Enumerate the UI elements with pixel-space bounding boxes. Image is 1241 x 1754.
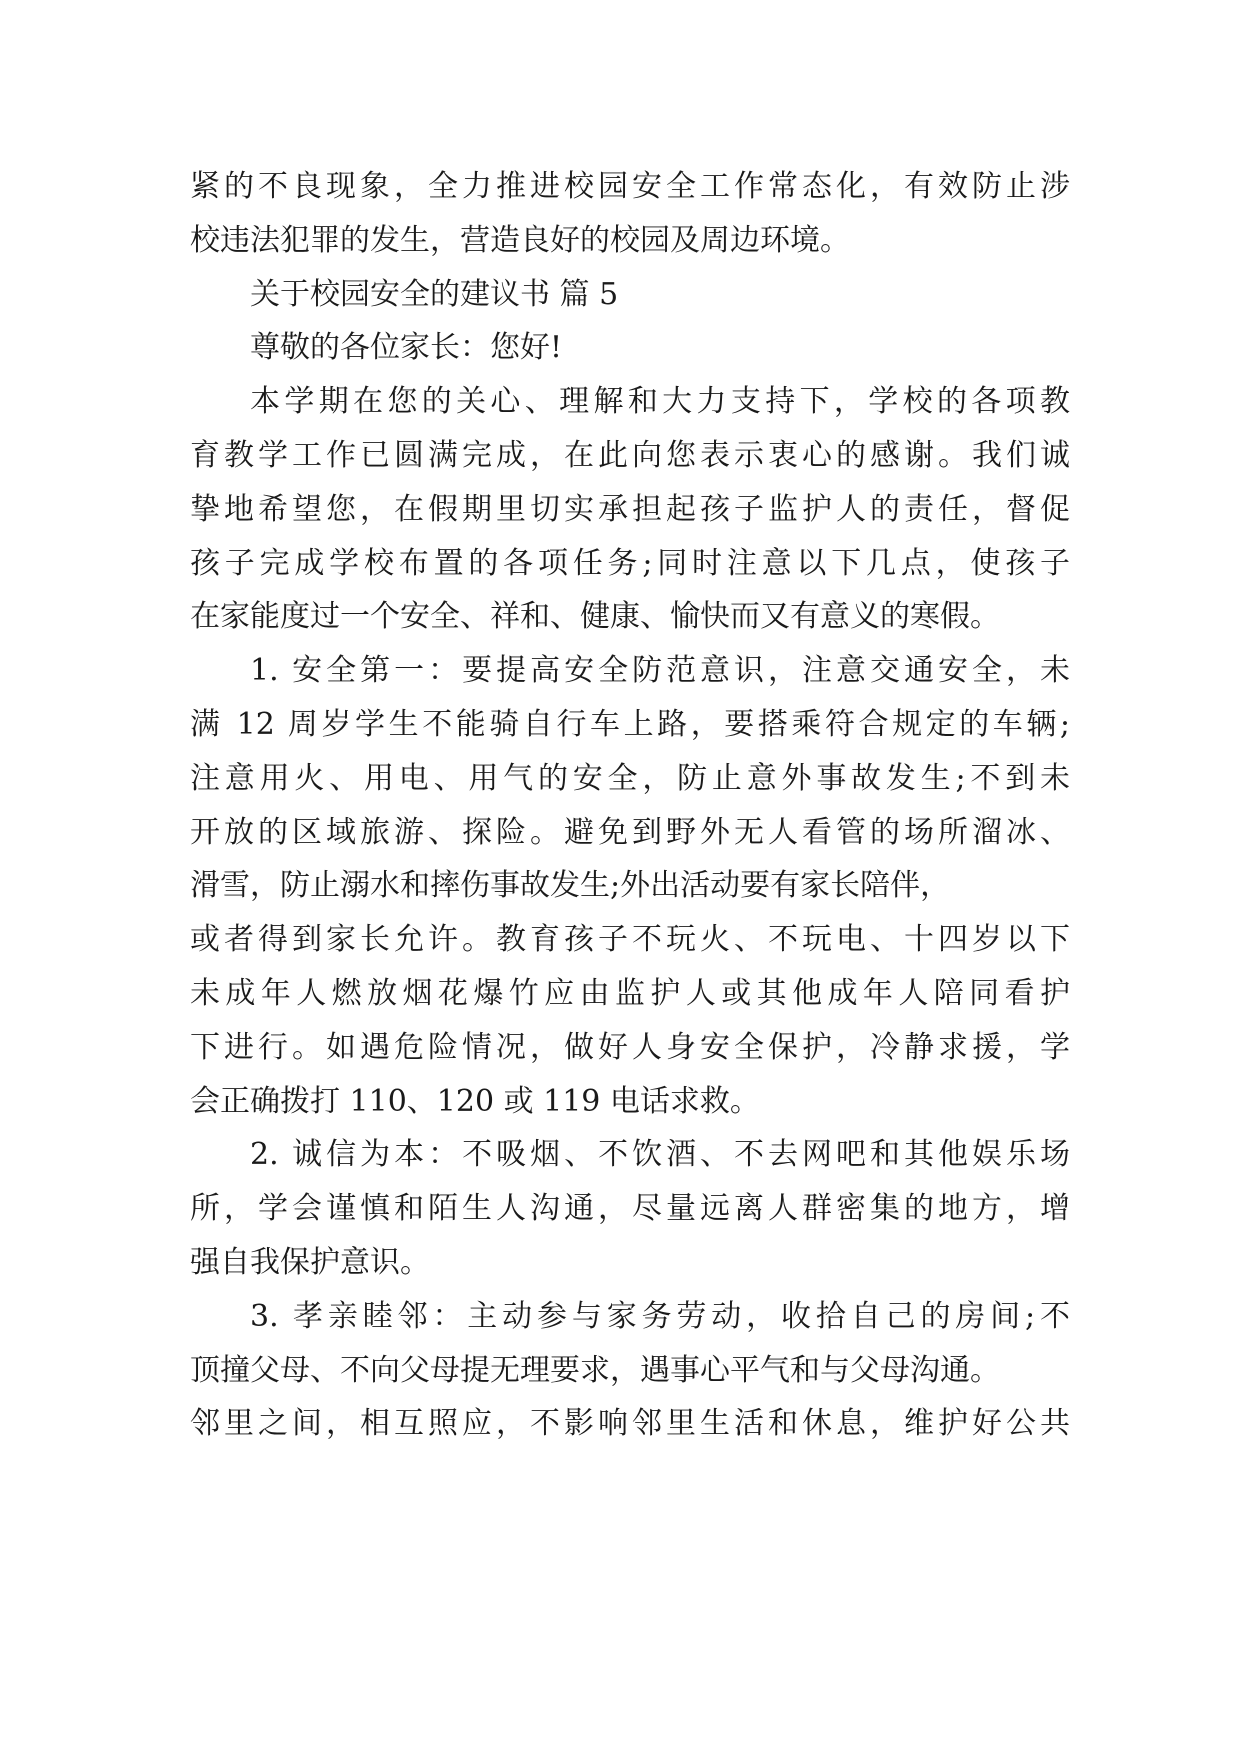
list-item-line: 会正确拨打 110、120 或 119 电话求救。 — [190, 1083, 760, 1119]
list-item-line: 滑雪，防止溺水和摔伤事故发生;外出活动要有家长陪伴， — [190, 868, 951, 904]
paragraph-line: 紧的不良现象，全力推进校园安全工作常态化，有效防止涉 — [190, 169, 1070, 204]
list-item-line: 所，学会谨慎和陌生人沟通，尽量远离人群密集的地方，增 — [190, 1191, 1070, 1227]
document-body — [190, 160, 1070, 1451]
list-item-line: 强自我保护意识。 — [190, 1244, 430, 1280]
paragraph-line: 育教学工作已圆满完成，在此向您表示衷心的感谢。我们诚 — [190, 437, 1070, 473]
list-item-line: 未成年人燃放烟花爆竹应由监护人或其他成年人陪同看护 — [190, 975, 1070, 1011]
salutation: 尊敬的各位家长：您好! — [250, 330, 563, 366]
paragraph-line: 校违法犯罪的发生，营造良好的校园及周边环境。 — [190, 222, 850, 258]
paragraph-line: 挚地希望您，在假期里切实承担起孩子监护人的责任，督促 — [190, 491, 1070, 527]
list-item-line: 下进行。如遇危险情况，做好人身安全保护，冷静求援，学 — [190, 1029, 1070, 1065]
list-item-line: 或者得到家长允许。教育孩子不玩火、不玩电、十四岁以下 — [190, 922, 1070, 958]
list-item-line: 2. 诚信为本：不吸烟、不饮酒、不去网吧和其他娱乐场 — [250, 1137, 1070, 1173]
list-item-line: 满 12 周岁学生不能骑自行车上路，要搭乘符合规定的车辆; — [190, 706, 1070, 742]
list-item-line: 顶撞父母、不向父母提无理要求，遇事心平气和与父母沟通。 — [190, 1352, 1000, 1388]
section-heading: 关于校园安全的建议书 篇 5 — [250, 276, 619, 312]
list-item-line: 3. 孝亲睦邻：主动参与家务劳动，收拾自己的房间;不 — [250, 1298, 1070, 1334]
paragraph-line: 本学期在您的关心、理解和大力支持下，学校的各项教 — [250, 384, 1070, 420]
paragraph-line: 孩子完成学校布置的各项任务;同时注意以下几点，使孩子 — [190, 545, 1070, 581]
list-item-line: 邻里之间，相互照应，不影响邻里生活和休息，维护好公共 — [190, 1406, 1070, 1442]
list-item-line: 开放的区域旅游、探险。避免到野外无人看管的场所溜冰、 — [190, 814, 1070, 850]
list-item-line: 1. 安全第一：要提高安全防范意识，注意交通安全，未 — [250, 653, 1070, 689]
paragraph-line: 在家能度过一个安全、祥和、健康、愉快而又有意义的寒假。 — [190, 599, 1000, 635]
list-item-line: 注意用火、用电、用气的安全，防止意外事故发生;不到未 — [190, 760, 1070, 796]
